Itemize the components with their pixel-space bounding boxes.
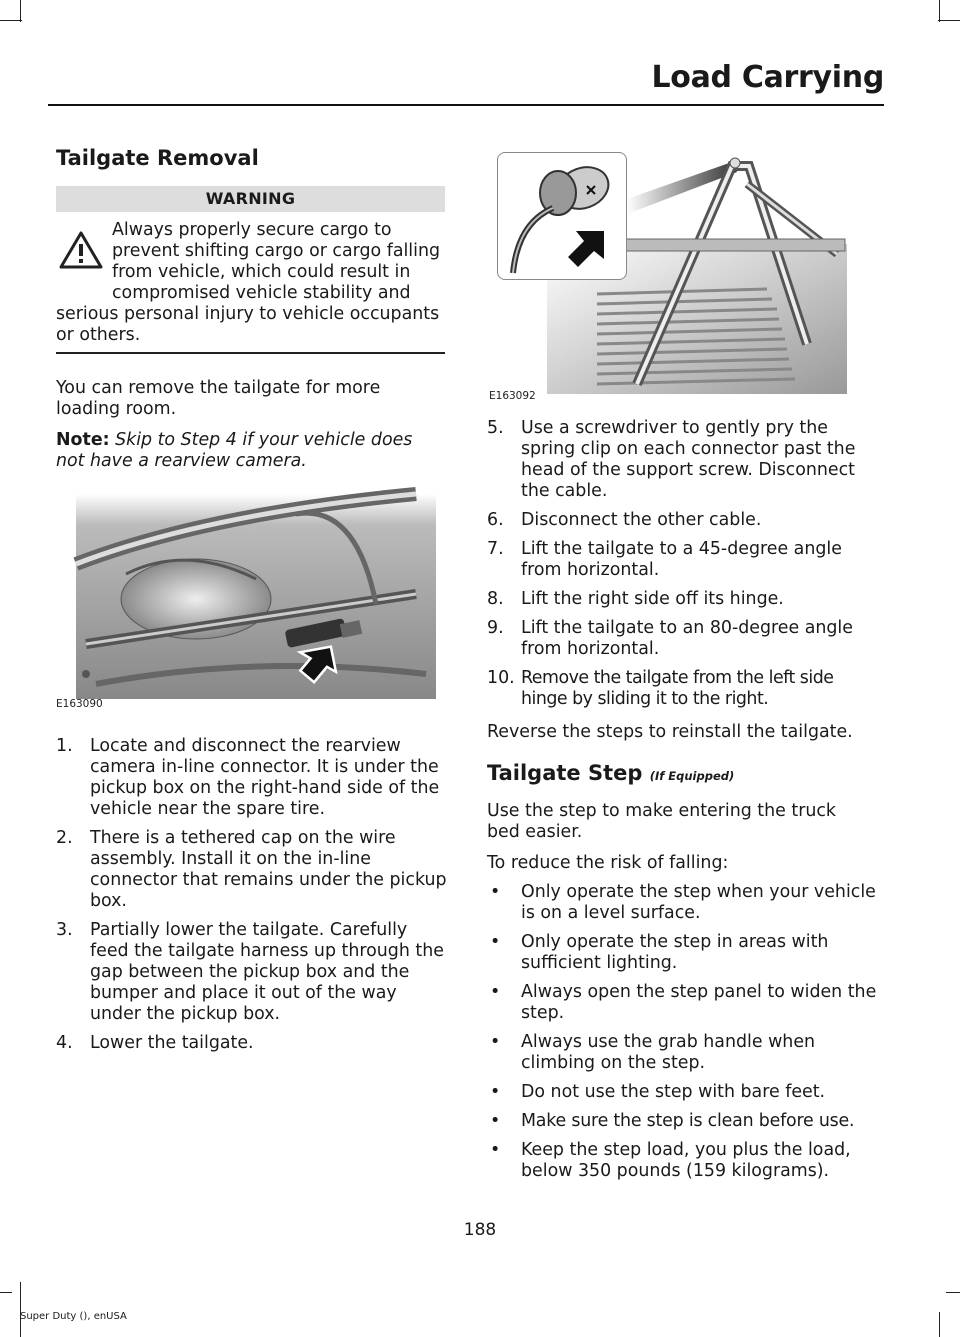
list-item: 1. Locate and disconnect the rearview camera in-line connector. It is under the pickup box on the right-hand side of the vehicle near the spare tire. <box>56 736 440 819</box>
crop-mark <box>0 20 22 21</box>
list-item: 3. Partially lower the tailgate. Carefully feed the tailgate harness up through the gap between the pickup box and the bumper and place it out of the way under the pickup box. <box>56 920 444 1024</box>
crop-mark <box>938 20 960 21</box>
note-label: Note: <box>56 430 110 450</box>
list-item: • Only operate the step when your vehicle is on a level surface. <box>490 882 876 923</box>
warning-label: WARNING <box>56 186 445 212</box>
footer-text: Super Duty (), enUSA <box>20 1311 127 1322</box>
list-item: 9. Lift the tailgate to an 80-degree angle from horizontal. <box>487 618 853 659</box>
warning-divider <box>56 352 445 354</box>
list-item: 7. Lift the tailgate to a 45-degree angle from horizontal. <box>487 539 842 580</box>
reverse-text: Reverse the steps to reinstall the tailgate. <box>487 722 853 742</box>
note-text: Skip to Step 4 if your vehicle does not have a rearview camera. <box>56 430 413 471</box>
risk-intro: To reduce the risk of falling: <box>487 853 729 873</box>
section-title-tailgate-step: Tailgate Step (If Equipped) <box>487 761 735 785</box>
steps-list-left <box>56 736 448 1062</box>
figure-tailgate-cable <box>487 144 887 406</box>
crop-mark <box>939 1312 940 1337</box>
list-item: 6. Disconnect the other cable. <box>487 510 762 530</box>
inset-detail <box>497 152 627 280</box>
undercarriage-illustration <box>56 484 442 720</box>
arrow-icon <box>288 640 340 684</box>
warning-text: Always properly secure cargo to prevent shifting cargo or cargo falling from vehicle, which could result in compromised vehicle stability and serious personal injury to vehicle occupants or others. <box>56 220 441 345</box>
list-item: • Only operate the step in areas with sufficient lighting. <box>490 932 829 973</box>
list-item: • Always use the grab handle when climbing on the step. <box>490 1032 816 1073</box>
intro-text: You can remove the tailgate for more loading room. <box>56 378 381 419</box>
list-item: 2. There is a tethered cap on the wire assembly. Install it on the in-line connector that remains under the pickup box. <box>56 828 447 911</box>
crop-mark <box>20 1282 21 1337</box>
figure-label: E163090 <box>56 698 103 710</box>
list-item: 10. Remove the tailgate from the left side hinge by sliding it to the right. <box>487 668 834 709</box>
list-item: 4. Lower the tailgate. <box>56 1033 254 1053</box>
close-icon <box>584 183 598 197</box>
warning-triangle-icon <box>56 220 112 284</box>
crop-mark <box>20 0 21 22</box>
arrow-icon <box>564 223 612 271</box>
list-item: • Do not use the step with bare feet. <box>490 1082 826 1102</box>
list-item: • Keep the step load, you plus the load, below 350 pounds (159 kilograms). <box>490 1140 851 1181</box>
page-number: 188 <box>463 1220 497 1240</box>
header-divider <box>48 104 884 106</box>
list-item: 8. Lift the right side off its hinge. <box>487 589 784 609</box>
list-item: • Always open the step panel to widen the step. <box>490 982 877 1023</box>
page-title: Load Carrying <box>651 60 884 95</box>
step-intro: Use the step to make entering the truck bed easier. <box>487 801 836 842</box>
crop-mark <box>946 1292 960 1293</box>
list-item: • Make sure the step is clean before use. <box>490 1111 855 1131</box>
steps-list-right <box>487 418 882 718</box>
section-title-tailgate-removal: Tailgate Removal <box>56 146 259 170</box>
figure-camera-connector <box>56 484 442 720</box>
crop-mark <box>0 1292 12 1293</box>
list-item: 5. Use a screwdriver to gently pry the spring clip on each connector past the head of the support screw. Disconnect the cable. <box>487 418 856 501</box>
safety-bullets <box>487 882 887 1190</box>
section-title-suffix: (If Equipped) <box>649 769 735 783</box>
warning-box <box>56 220 448 346</box>
figure-label: E163092 <box>489 390 536 402</box>
crop-mark <box>939 0 940 22</box>
note <box>56 430 441 472</box>
